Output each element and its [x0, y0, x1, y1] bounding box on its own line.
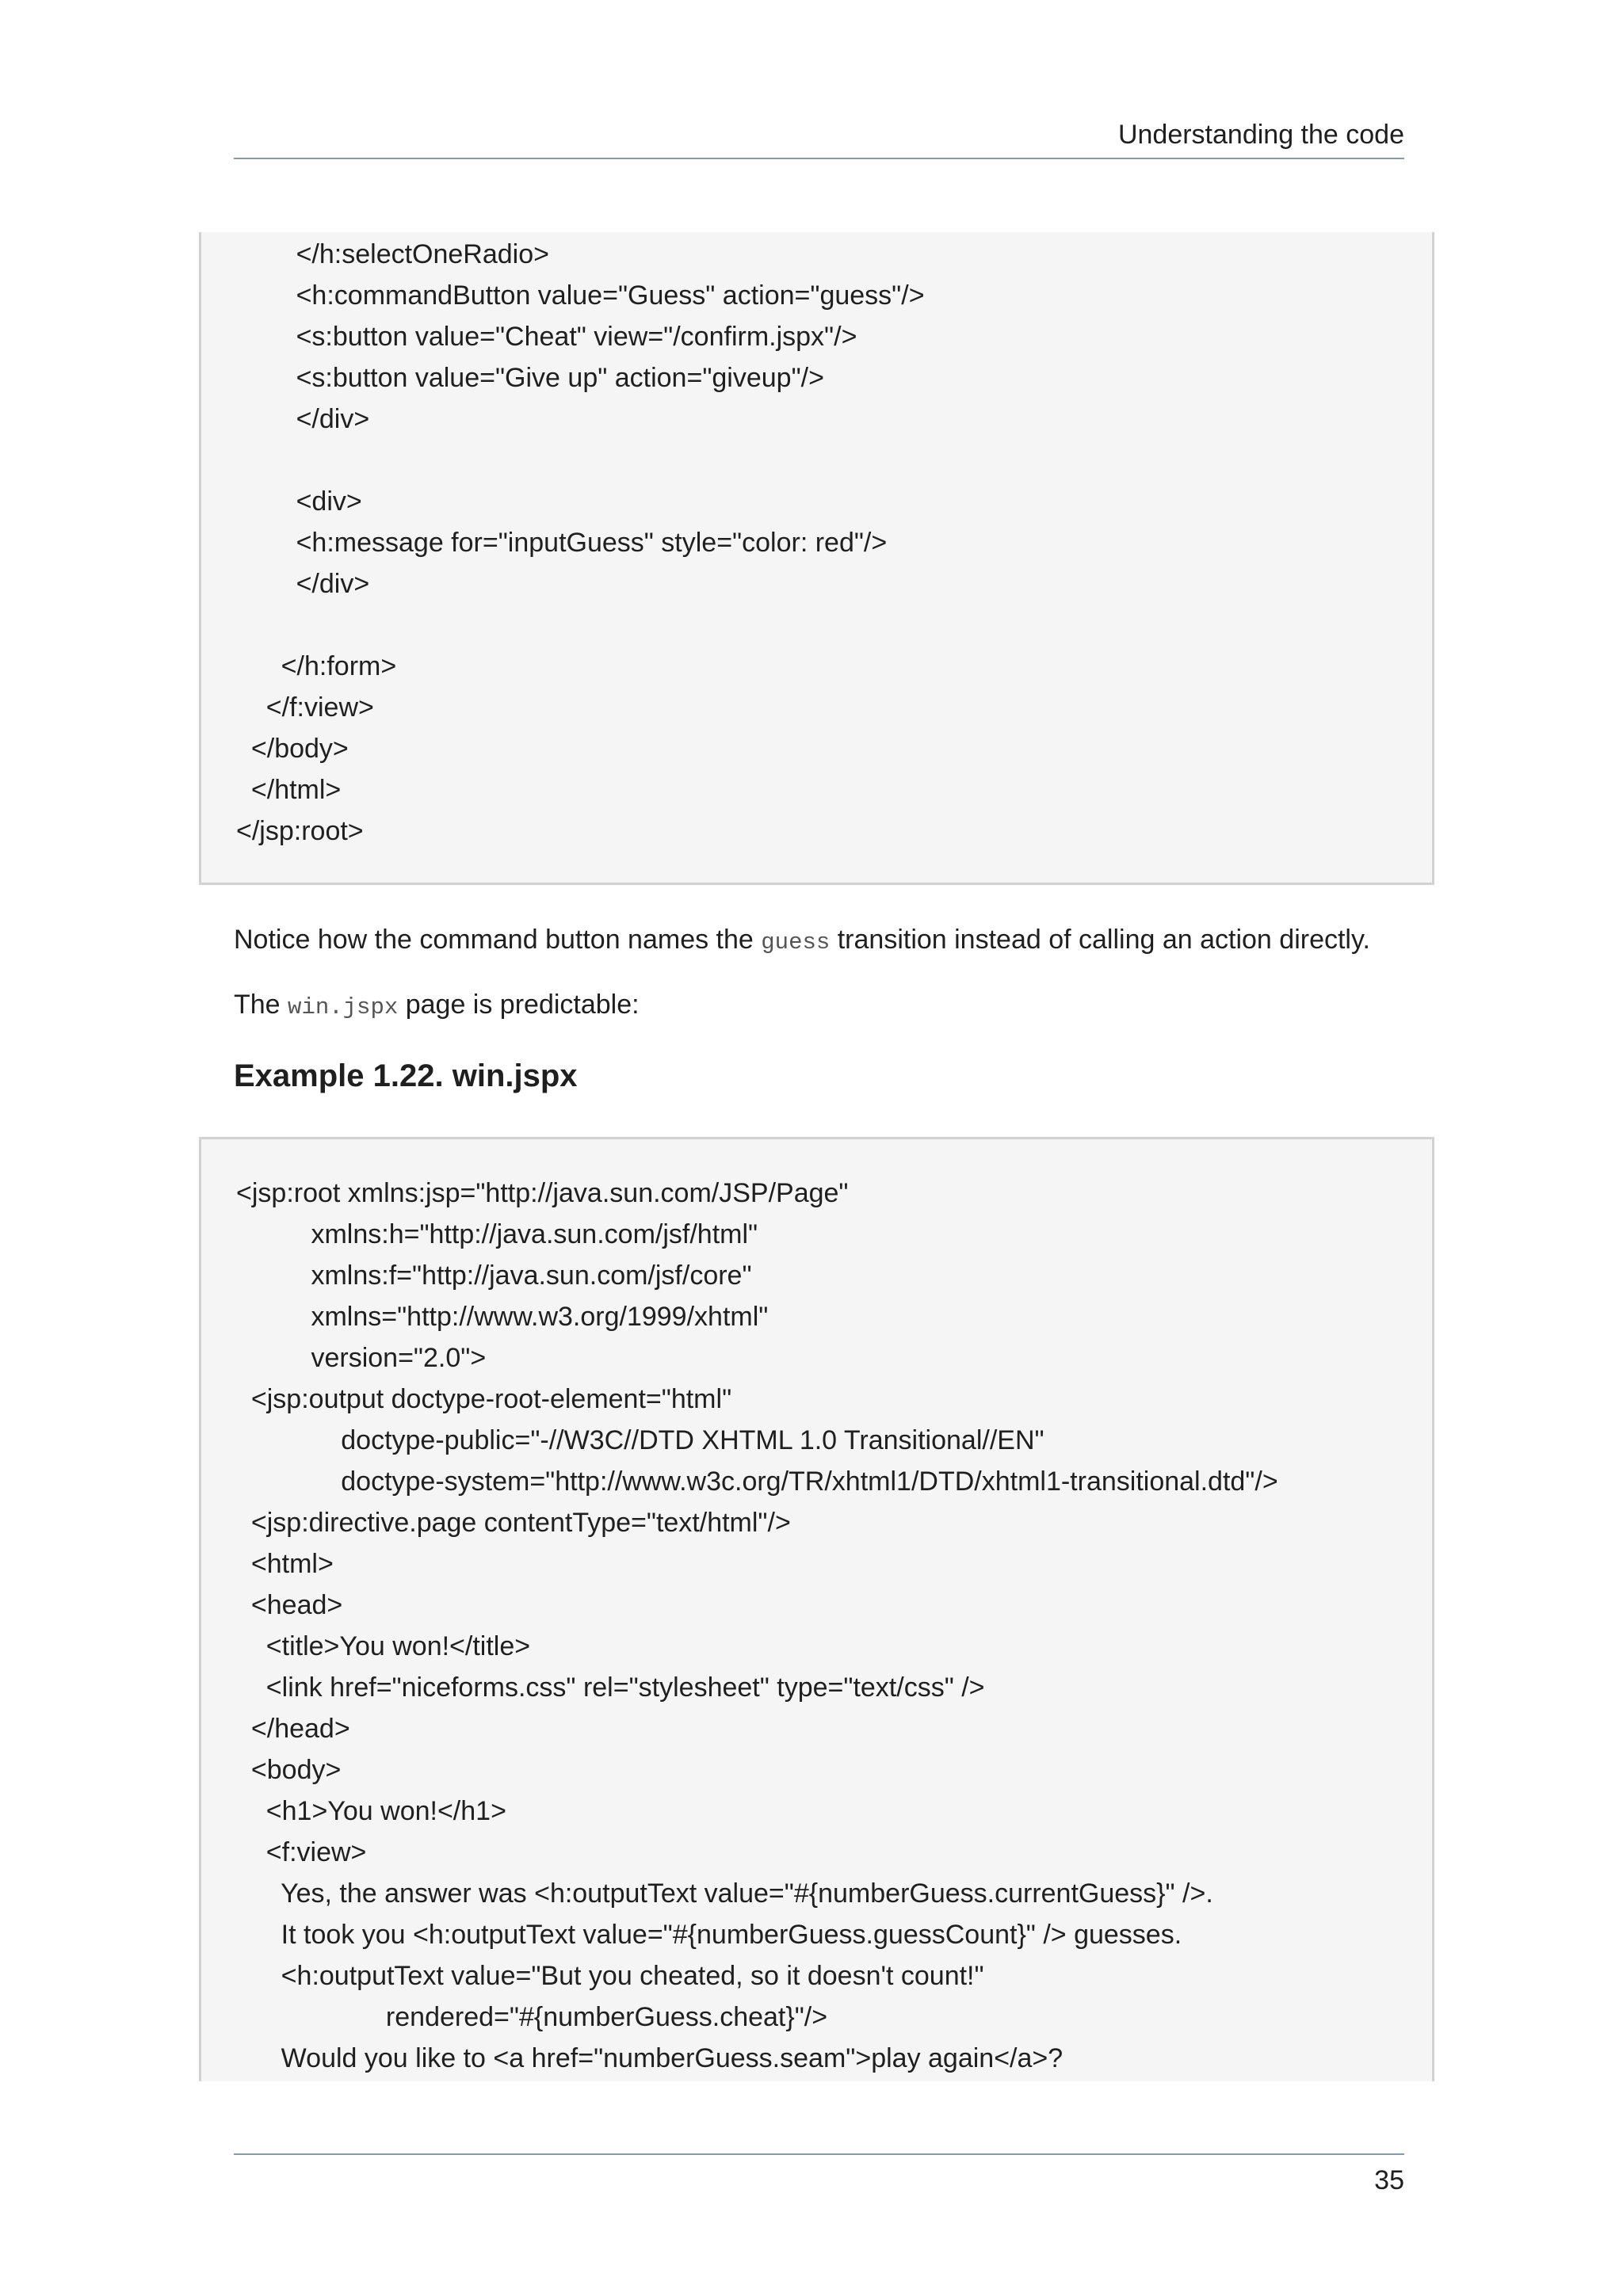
- code-line: <body>: [236, 1755, 342, 1785]
- code-line: <h1>You won!</h1>: [236, 1796, 506, 1826]
- page-number: 35: [1374, 2165, 1404, 2195]
- code-line: </div>: [236, 404, 370, 434]
- code-line: </div>: [236, 569, 370, 599]
- code-line: doctype-public="-//W3C//DTD XHTML 1.0 Transitional//EN": [236, 1425, 1044, 1455]
- code-line: version="2.0">: [236, 1343, 487, 1373]
- code-line: <s:button value="Cheat" view="/confirm.jspx"/>: [236, 322, 857, 352]
- running-header: [234, 116, 1404, 159]
- code-line: Would you like to <a href="numberGuess.seam">play again</a>?: [236, 2043, 1064, 2073]
- paragraph-text: The: [234, 990, 288, 1020]
- section-title: Understanding the code: [1117, 120, 1404, 150]
- code-line: <s:button value="Give up" action="giveup"/>: [236, 363, 824, 393]
- code-line: xmlns:f="http://java.sun.com/jsf/core": [236, 1261, 752, 1291]
- code-line: xmlns="http://www.w3.org/1999/xhtml": [236, 1302, 769, 1332]
- code-line: <h:outputText value="But you cheated, so it doesn't count!": [236, 1961, 984, 1991]
- code-line: <h:commandButton value="Guess" action="guess"/>: [236, 280, 925, 311]
- paragraph-text: Notice how the command button names the: [234, 925, 762, 955]
- code-line: </body>: [236, 734, 349, 764]
- code-line: xmlns:h="http://java.sun.com/jsf/html": [236, 1219, 758, 1249]
- code-line: rendered="#{numberGuess.cheat}"/>: [236, 2002, 828, 2032]
- code-line: </f:view>: [236, 692, 374, 723]
- example-title: Example 1.22. win.jspx: [234, 1058, 578, 1093]
- code-line: </head>: [236, 1714, 350, 1744]
- code-line: </h:form>: [236, 651, 397, 681]
- code-line: <f:view>: [236, 1837, 367, 1867]
- code-line: <head>: [236, 1590, 343, 1620]
- code-line: <div>: [236, 486, 362, 517]
- code-line: <link href="niceforms.css" rel="stylesheet" type="text/css" />: [236, 1672, 985, 1703]
- code-line: <jsp:directive.page contentType="text/html"/>: [236, 1508, 791, 1538]
- paragraph-win-page: [234, 986, 640, 1027]
- inline-code-guess: guess: [761, 929, 831, 955]
- code-line: <html>: [236, 1549, 334, 1579]
- inline-code-win-jspx: win.jspx: [288, 994, 399, 1020]
- code-line: <jsp:output doctype-root-element="html": [236, 1384, 732, 1414]
- code-line: It took you <h:outputText value="#{numberGuess.guessCount}" /> guesses.: [236, 1920, 1182, 1950]
- paragraph-text: transition instead of calling an action directly.: [830, 925, 1370, 955]
- code-line: </html>: [236, 775, 342, 805]
- code-line: <h:message for="inputGuess" style="color: red"/>: [236, 528, 888, 558]
- code-lines: [236, 1173, 1278, 2079]
- code-line: <title>You won!</title>: [236, 1631, 531, 1661]
- paragraph-command-button: [234, 921, 1370, 962]
- code-line: Yes, the answer was <h:outputText value="#{numberGuess.currentGuess}" />.: [236, 1878, 1213, 1909]
- paragraph-text: page is predictable:: [398, 990, 640, 1020]
- code-line: <jsp:root xmlns:jsp="http://java.sun.com/JSP/Page": [236, 1178, 849, 1208]
- code-block-win-jspx: [199, 1137, 1434, 2081]
- code-line: </h:selectOneRadio>: [236, 239, 550, 269]
- code-line: doctype-system="http://www.w3c.org/TR/xhtml1/DTD/xhtml1-transitional.dtd"/>: [236, 1466, 1278, 1497]
- code-line: [236, 605, 925, 646]
- code-lines: [236, 234, 925, 852]
- code-block-jspx-continued: [199, 232, 1434, 885]
- code-line: [236, 440, 925, 481]
- code-line: </jsp:root>: [236, 816, 364, 846]
- running-footer: [234, 2153, 1404, 2203]
